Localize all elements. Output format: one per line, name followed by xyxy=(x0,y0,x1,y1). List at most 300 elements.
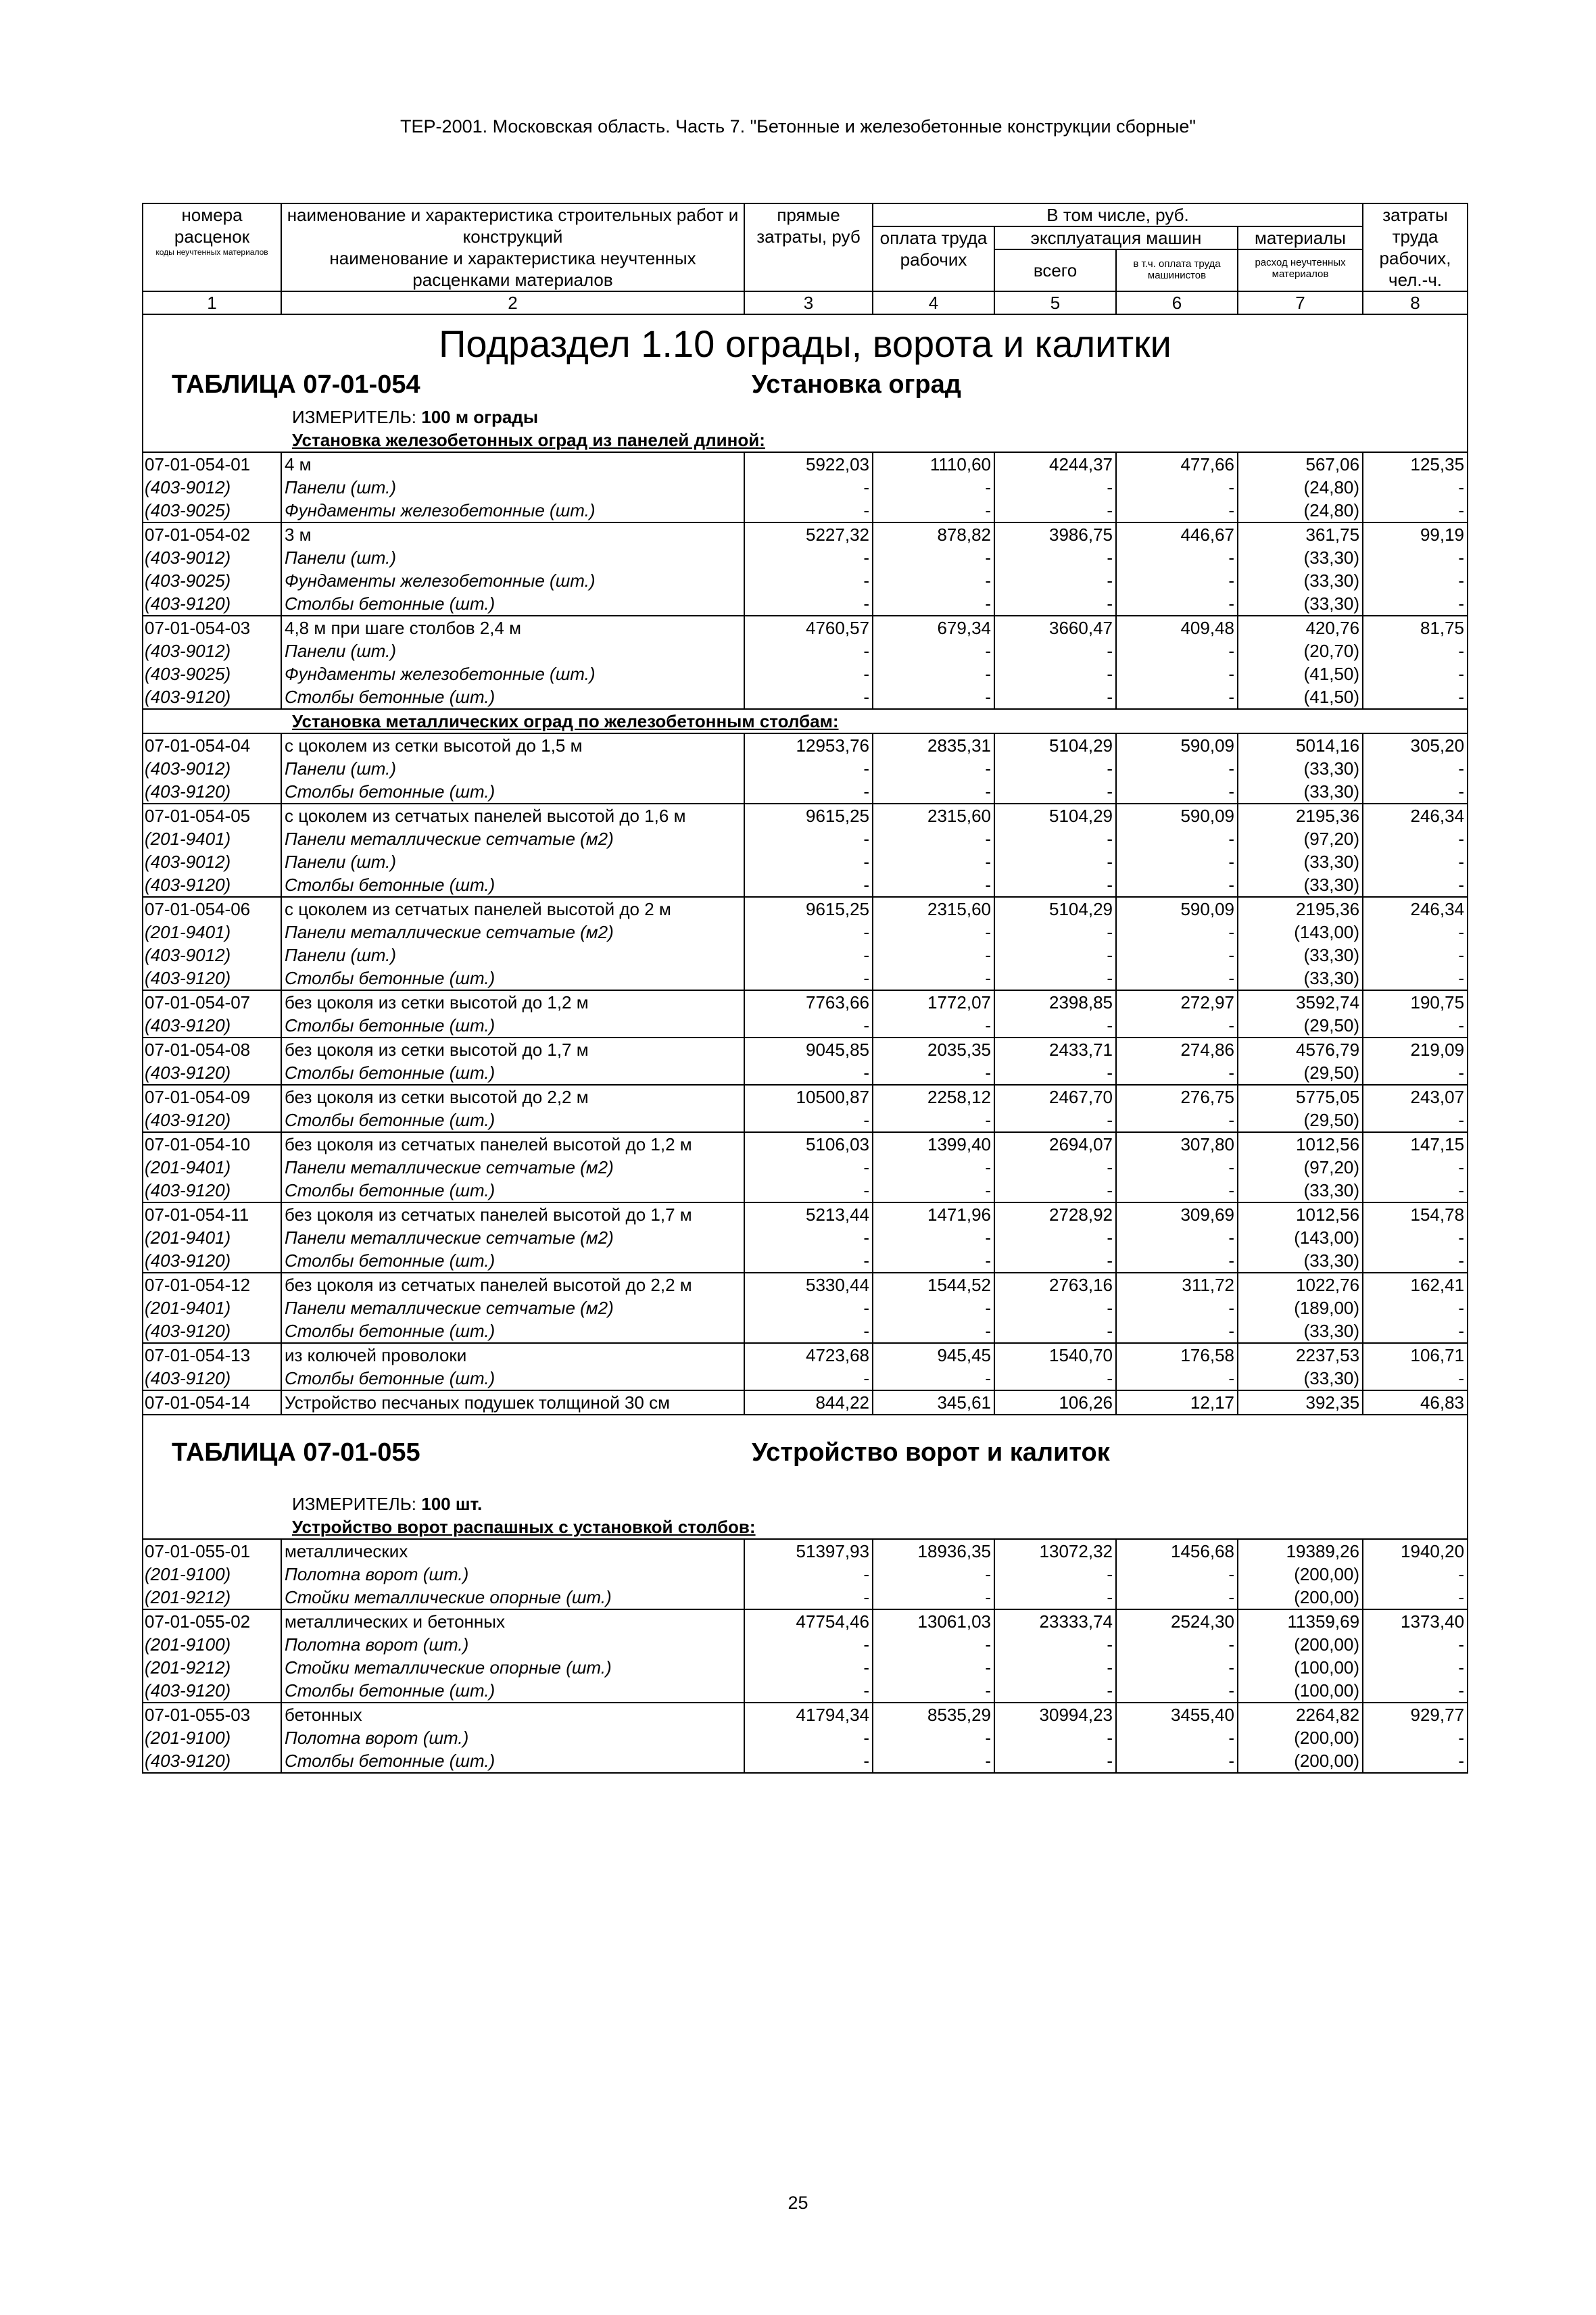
row-direct-cost: - xyxy=(744,921,873,944)
row-materials: (41,50) xyxy=(1238,662,1363,685)
row-name: Панели (шт.) xyxy=(281,546,744,569)
row-labor: - xyxy=(1363,546,1468,569)
row-wage: - xyxy=(873,1563,994,1586)
row-machines-wage: 272,97 xyxy=(1116,990,1238,1014)
row-labor: - xyxy=(1363,1367,1468,1390)
row-labor: - xyxy=(1363,757,1468,780)
row-machines-total: - xyxy=(994,685,1116,709)
row-machines-total: - xyxy=(994,1108,1116,1132)
row-wage: - xyxy=(873,476,994,499)
row-labor: - xyxy=(1363,850,1468,873)
row-wage: 18936,35 xyxy=(873,1539,994,1563)
table-row xyxy=(143,757,1468,780)
row-machines-wage: - xyxy=(1116,1679,1238,1703)
table-row xyxy=(143,1343,1468,1367)
row-machines-total: - xyxy=(994,569,1116,592)
row-machines-total: - xyxy=(994,873,1116,897)
row-materials: (29,50) xyxy=(1238,1061,1363,1085)
row-code: 07-01-054-09 xyxy=(143,1085,281,1108)
row-machines-wage: - xyxy=(1116,685,1238,709)
row-direct-cost: 5227,32 xyxy=(744,522,873,546)
row-wage: 679,34 xyxy=(873,616,994,639)
row-code: (403-9120) xyxy=(143,967,281,990)
row-wage: 2315,60 xyxy=(873,804,994,827)
row-direct-cost: 844,22 xyxy=(744,1390,873,1415)
table-row xyxy=(143,1132,1468,1156)
row-wage: - xyxy=(873,1156,994,1179)
row-direct-cost: 9615,25 xyxy=(744,804,873,827)
row-wage: - xyxy=(873,685,994,709)
table-row xyxy=(143,990,1468,1014)
row-code: (201-9212) xyxy=(143,1656,281,1679)
table-row xyxy=(143,1586,1468,1609)
row-name: Панели (шт.) xyxy=(281,850,744,873)
row-labor: 81,75 xyxy=(1363,616,1468,639)
row-code: 07-01-055-02 xyxy=(143,1609,281,1633)
row-materials: (41,50) xyxy=(1238,685,1363,709)
row-labor: - xyxy=(1363,1179,1468,1202)
row-materials: (33,30) xyxy=(1238,944,1363,967)
col-num-7: 7 xyxy=(1238,291,1363,314)
row-labor: - xyxy=(1363,1319,1468,1343)
row-wage: - xyxy=(873,592,994,616)
rates-table xyxy=(142,203,1468,1774)
table-row xyxy=(143,685,1468,709)
row-labor: 305,20 xyxy=(1363,733,1468,757)
row-materials: (97,20) xyxy=(1238,827,1363,850)
row-direct-cost: 51397,93 xyxy=(744,1539,873,1563)
row-direct-cost: 7763,66 xyxy=(744,990,873,1014)
row-name: Столбы бетонные (шт.) xyxy=(281,1061,744,1085)
row-direct-cost: - xyxy=(744,944,873,967)
table-row xyxy=(143,1390,1468,1415)
row-code: 07-01-054-01 xyxy=(143,452,281,476)
row-name: Фундаменты железобетонные (шт.) xyxy=(281,569,744,592)
table-row xyxy=(143,1609,1468,1633)
table-row xyxy=(143,921,1468,944)
row-name: без цоколя из сетчатых панелей высотой до 1,2 м xyxy=(281,1132,744,1156)
row-materials: (200,00) xyxy=(1238,1749,1363,1773)
row-code: (403-9025) xyxy=(143,569,281,592)
row-labor: - xyxy=(1363,639,1468,662)
row-code: (403-9012) xyxy=(143,757,281,780)
row-wage: - xyxy=(873,873,994,897)
row-machines-total: - xyxy=(994,639,1116,662)
page-header: ТЕР-2001. Московская область. Часть 7. "Бетонные и железобетонные конструкции сборные" xyxy=(400,116,1196,137)
row-code: 07-01-055-03 xyxy=(143,1703,281,1726)
row-machines-total: - xyxy=(994,592,1116,616)
row-machines-wage: 590,09 xyxy=(1116,804,1238,827)
row-machines-wage: - xyxy=(1116,1249,1238,1273)
row-machines-total: 2467,70 xyxy=(994,1085,1116,1108)
row-code: (403-9120) xyxy=(143,780,281,804)
row-machines-wage: - xyxy=(1116,592,1238,616)
table-row xyxy=(143,780,1468,804)
table1-title: Установка оград xyxy=(752,370,961,399)
row-machines-total: - xyxy=(994,757,1116,780)
table-row xyxy=(143,944,1468,967)
row-machines-wage: - xyxy=(1116,780,1238,804)
row-machines-total: 30994,23 xyxy=(994,1703,1116,1726)
row-machines-total: 23333,74 xyxy=(994,1609,1116,1633)
row-code: (403-9120) xyxy=(143,1249,281,1273)
row-machines-wage: - xyxy=(1116,873,1238,897)
row-labor: - xyxy=(1363,1108,1468,1132)
row-labor: 246,34 xyxy=(1363,897,1468,921)
row-wage: - xyxy=(873,827,994,850)
row-direct-cost: 5330,44 xyxy=(744,1273,873,1296)
row-labor: 99,19 xyxy=(1363,522,1468,546)
row-machines-wage: 176,58 xyxy=(1116,1343,1238,1367)
row-materials: 361,75 xyxy=(1238,522,1363,546)
row-name: без цоколя из сетки высотой до 1,7 м xyxy=(281,1038,744,1061)
row-wage: 945,45 xyxy=(873,1343,994,1367)
table-row xyxy=(143,1633,1468,1656)
row-direct-cost: - xyxy=(744,873,873,897)
row-machines-wage: - xyxy=(1116,1367,1238,1390)
table1-number: ТАБЛИЦА 07-01-054 xyxy=(172,370,420,399)
row-machines-wage: - xyxy=(1116,827,1238,850)
row-name: Фундаменты железобетонные (шт.) xyxy=(281,662,744,685)
row-direct-cost: - xyxy=(744,1749,873,1773)
table-row xyxy=(143,1703,1468,1726)
row-materials: 2264,82 xyxy=(1238,1703,1363,1726)
col-num-4: 4 xyxy=(873,291,994,314)
row-code: (403-9120) xyxy=(143,685,281,709)
row-machines-total: 5104,29 xyxy=(994,804,1116,827)
row-materials: (33,30) xyxy=(1238,592,1363,616)
row-wage: 13061,03 xyxy=(873,1609,994,1633)
row-materials: 420,76 xyxy=(1238,616,1363,639)
row-wage: - xyxy=(873,1296,994,1319)
row-wage: 1399,40 xyxy=(873,1132,994,1156)
table2-meter xyxy=(143,1492,1467,1515)
row-wage: - xyxy=(873,1014,994,1038)
row-wage: - xyxy=(873,1061,994,1085)
row-machines-total: - xyxy=(994,1014,1116,1038)
row-name: без цоколя из сетчатых панелей высотой до 2,2 м xyxy=(281,1273,744,1296)
row-wage: 1544,52 xyxy=(873,1273,994,1296)
table-row xyxy=(143,592,1468,616)
row-machines-wage: - xyxy=(1116,499,1238,522)
row-name: Панели (шт.) xyxy=(281,476,744,499)
row-name: Столбы бетонные (шт.) xyxy=(281,685,744,709)
row-machines-wage: - xyxy=(1116,1156,1238,1179)
row-labor: - xyxy=(1363,1586,1468,1609)
row-wage: 2035,35 xyxy=(873,1038,994,1061)
header-code xyxy=(143,203,281,291)
row-wage: - xyxy=(873,1726,994,1749)
header-mat xyxy=(1238,226,1363,291)
row-direct-cost: - xyxy=(744,1061,873,1085)
header-numbers xyxy=(143,291,1468,314)
row-wage: - xyxy=(873,662,994,685)
row-direct-cost: - xyxy=(744,1296,873,1319)
row-name: Столбы бетонные (шт.) xyxy=(281,592,744,616)
row-direct-cost: 5922,03 xyxy=(744,452,873,476)
row-wage: - xyxy=(873,639,994,662)
row-wage: - xyxy=(873,569,994,592)
row-materials: 5775,05 xyxy=(1238,1085,1363,1108)
table-row xyxy=(143,850,1468,873)
table-row xyxy=(143,1202,1468,1226)
row-machines-wage: - xyxy=(1116,569,1238,592)
row-machines-total: - xyxy=(994,499,1116,522)
row-materials: (20,70) xyxy=(1238,639,1363,662)
row-labor: - xyxy=(1363,827,1468,850)
row-machines-total: - xyxy=(994,1367,1116,1390)
row-wage: - xyxy=(873,967,994,990)
row-labor: - xyxy=(1363,662,1468,685)
row-machines-total: 5104,29 xyxy=(994,897,1116,921)
row-name: Столбы бетонные (шт.) xyxy=(281,1179,744,1202)
table1-group1: Установка железобетонных оград из панелей длиной: xyxy=(292,430,765,450)
table-row xyxy=(143,522,1468,546)
row-machines-wage: - xyxy=(1116,1226,1238,1249)
row-machines-wage: - xyxy=(1116,546,1238,569)
table-row xyxy=(143,897,1468,921)
row-machines-total: 4244,37 xyxy=(994,452,1116,476)
row-name: Панели металлические сетчатые (м2) xyxy=(281,1296,744,1319)
row-materials: (189,00) xyxy=(1238,1296,1363,1319)
row-code: (403-9120) xyxy=(143,592,281,616)
row-code: (403-9012) xyxy=(143,546,281,569)
row-labor: - xyxy=(1363,1679,1468,1703)
row-machines-wage: 409,48 xyxy=(1116,616,1238,639)
row-direct-cost: - xyxy=(744,1249,873,1273)
row-wage: - xyxy=(873,1179,994,1202)
table-row xyxy=(143,569,1468,592)
row-code: (403-9012) xyxy=(143,850,281,873)
row-machines-wage: - xyxy=(1116,967,1238,990)
col-num-8: 8 xyxy=(1363,291,1468,314)
row-name: Устройство песчаных подушек толщиной 30 см xyxy=(281,1390,744,1415)
table-row xyxy=(143,733,1468,757)
subsection-row xyxy=(143,314,1468,452)
row-code: (403-9012) xyxy=(143,476,281,499)
row-name: Столбы бетонные (шт.) xyxy=(281,1014,744,1038)
table-row xyxy=(143,1156,1468,1179)
page-number: 25 xyxy=(788,2193,808,2213)
row-direct-cost: - xyxy=(744,1726,873,1749)
row-labor: - xyxy=(1363,476,1468,499)
table-row xyxy=(143,1108,1468,1132)
row-materials: (29,50) xyxy=(1238,1014,1363,1038)
row-materials: (24,80) xyxy=(1238,476,1363,499)
row-wage: - xyxy=(873,757,994,780)
row-name: Стойки металлические опорные (шт.) xyxy=(281,1656,744,1679)
row-name: Столбы бетонные (шт.) xyxy=(281,1249,744,1273)
row-name: Фундаменты железобетонные (шт.) xyxy=(281,499,744,522)
row-code: (201-9401) xyxy=(143,921,281,944)
table-row xyxy=(143,499,1468,522)
row-materials: (33,30) xyxy=(1238,850,1363,873)
row-machines-total: - xyxy=(994,944,1116,967)
row-labor: - xyxy=(1363,1749,1468,1773)
row-direct-cost: - xyxy=(744,1563,873,1586)
table-row xyxy=(143,476,1468,499)
row-machines-wage: - xyxy=(1116,1108,1238,1132)
row-name: Панели (шт.) xyxy=(281,639,744,662)
row-materials: (33,30) xyxy=(1238,1367,1363,1390)
row-machines-total: - xyxy=(994,1061,1116,1085)
table-row xyxy=(143,1014,1468,1038)
row-name: металлических и бетонных xyxy=(281,1609,744,1633)
row-machines-total: - xyxy=(994,1586,1116,1609)
row-wage: - xyxy=(873,1586,994,1609)
row-materials: 11359,69 xyxy=(1238,1609,1363,1633)
row-materials: (200,00) xyxy=(1238,1563,1363,1586)
row-machines-wage: - xyxy=(1116,921,1238,944)
row-labor: - xyxy=(1363,499,1468,522)
row-name: Панели металлические сетчатые (м2) xyxy=(281,921,744,944)
row-name: Столбы бетонные (шт.) xyxy=(281,1319,744,1343)
row-machines-total: - xyxy=(994,1156,1116,1179)
row-materials: 392,35 xyxy=(1238,1390,1363,1415)
table-row xyxy=(143,1563,1468,1586)
row-direct-cost: - xyxy=(744,1633,873,1656)
row-machines-total: - xyxy=(994,1633,1116,1656)
table1-group2: Установка металлических оград по железобетонным столбам: xyxy=(292,711,839,731)
row-machines-total: 2728,92 xyxy=(994,1202,1116,1226)
row-wage: - xyxy=(873,499,994,522)
row-labor: 106,71 xyxy=(1363,1343,1468,1367)
row-wage: 2315,60 xyxy=(873,897,994,921)
row-materials: 1012,56 xyxy=(1238,1202,1363,1226)
row-direct-cost: 10500,87 xyxy=(744,1085,873,1108)
table-row xyxy=(143,873,1468,897)
row-machines-wage: 1456,68 xyxy=(1116,1539,1238,1563)
row-labor: - xyxy=(1363,1226,1468,1249)
row-name: Стойки металлические опорные (шт.) xyxy=(281,1586,744,1609)
row-materials: (100,00) xyxy=(1238,1679,1363,1703)
row-machines-total: 3986,75 xyxy=(994,522,1116,546)
row-machines-total: - xyxy=(994,1563,1116,1586)
row-direct-cost: 5106,03 xyxy=(744,1132,873,1156)
row-wage: - xyxy=(873,944,994,967)
row-machines-total: 5104,29 xyxy=(994,733,1116,757)
row-materials: (200,00) xyxy=(1238,1726,1363,1749)
row-direct-cost: - xyxy=(744,1367,873,1390)
row-direct-cost: - xyxy=(744,685,873,709)
meter-value: 100 шт. xyxy=(421,1494,483,1514)
header-direct: прямые затраты, руб xyxy=(744,203,873,291)
row-code: 07-01-055-01 xyxy=(143,1539,281,1563)
row-direct-cost: 41794,34 xyxy=(744,1703,873,1726)
row-machines-wage: 12,17 xyxy=(1116,1390,1238,1415)
row-materials: 19389,26 xyxy=(1238,1539,1363,1563)
row-labor: 147,15 xyxy=(1363,1132,1468,1156)
row-machines-wage: - xyxy=(1116,944,1238,967)
row-materials: (33,30) xyxy=(1238,1249,1363,1273)
row-wage: 1772,07 xyxy=(873,990,994,1014)
row-code: (201-9100) xyxy=(143,1726,281,1749)
row-direct-cost: - xyxy=(744,639,873,662)
row-materials: 3592,74 xyxy=(1238,990,1363,1014)
row-labor: - xyxy=(1363,921,1468,944)
row-machines-total: - xyxy=(994,662,1116,685)
row-labor: 219,09 xyxy=(1363,1038,1468,1061)
row-labor: - xyxy=(1363,685,1468,709)
row-machines-total: - xyxy=(994,1679,1116,1703)
row-wage: - xyxy=(873,1249,994,1273)
row-direct-cost: - xyxy=(744,1679,873,1703)
row-labor: - xyxy=(1363,1656,1468,1679)
row-machines-total: - xyxy=(994,1726,1116,1749)
row-direct-cost: - xyxy=(744,1319,873,1343)
row-machines-total: 13072,32 xyxy=(994,1539,1116,1563)
row-machines-wage: - xyxy=(1116,757,1238,780)
row-materials: (33,30) xyxy=(1238,1179,1363,1202)
row-name: 3 м xyxy=(281,522,744,546)
row-labor: 243,07 xyxy=(1363,1085,1468,1108)
row-code: (201-9212) xyxy=(143,1586,281,1609)
row-labor: 1940,20 xyxy=(1363,1539,1468,1563)
row-materials: (33,30) xyxy=(1238,873,1363,897)
row-labor: 929,77 xyxy=(1363,1703,1468,1726)
row-materials: 567,06 xyxy=(1238,452,1363,476)
row-labor: 46,83 xyxy=(1363,1390,1468,1415)
table-header xyxy=(143,203,1468,314)
row-machines-total: - xyxy=(994,1749,1116,1773)
header-mach-wage: в т.ч. оплата труда машинистов xyxy=(1133,258,1221,281)
row-direct-cost: - xyxy=(744,1586,873,1609)
row-labor: 1373,40 xyxy=(1363,1609,1468,1633)
table-row xyxy=(143,1539,1468,1563)
header-mach-label: эксплуатация машин xyxy=(995,227,1237,250)
row-materials: (29,50) xyxy=(1238,1108,1363,1132)
meter-label: ИЗМЕРИТЕЛЬ: xyxy=(292,1494,416,1514)
row-direct-cost: 5213,44 xyxy=(744,1202,873,1226)
row-machines-wage: - xyxy=(1116,1296,1238,1319)
row-labor: - xyxy=(1363,1156,1468,1179)
row-code: (403-9120) xyxy=(143,873,281,897)
row-code: 07-01-054-04 xyxy=(143,733,281,757)
row-name: Столбы бетонные (шт.) xyxy=(281,967,744,990)
table-row xyxy=(143,1679,1468,1703)
row-materials: 1012,56 xyxy=(1238,1132,1363,1156)
row-wage: - xyxy=(873,780,994,804)
row-wage: - xyxy=(873,1656,994,1679)
row-machines-wage: - xyxy=(1116,1586,1238,1609)
row-code: (201-9401) xyxy=(143,1226,281,1249)
row-wage: - xyxy=(873,1679,994,1703)
row-name: Столбы бетонные (шт.) xyxy=(281,1749,744,1773)
row-labor: - xyxy=(1363,873,1468,897)
table-row xyxy=(143,1726,1468,1749)
row-machines-total: - xyxy=(994,1179,1116,1202)
row-machines-wage: 276,75 xyxy=(1116,1085,1238,1108)
table-row xyxy=(143,1296,1468,1319)
row-name: металлических xyxy=(281,1539,744,1563)
row-name: Панели металлические сетчатые (м2) xyxy=(281,1156,744,1179)
table-row xyxy=(143,639,1468,662)
table-row xyxy=(143,546,1468,569)
row-labor: - xyxy=(1363,967,1468,990)
row-name: без цоколя из сетки высотой до 1,2 м xyxy=(281,990,744,1014)
table-row xyxy=(143,827,1468,850)
row-machines-wage: - xyxy=(1116,1633,1238,1656)
row-machines-total: - xyxy=(994,546,1116,569)
row-code: (403-9120) xyxy=(143,1319,281,1343)
row-code: (403-9120) xyxy=(143,1679,281,1703)
row-name: из колючей проволоки xyxy=(281,1343,744,1367)
row-machines-total: 2433,71 xyxy=(994,1038,1116,1061)
row-machines-wage: - xyxy=(1116,850,1238,873)
row-code: 07-01-054-11 xyxy=(143,1202,281,1226)
row-labor: - xyxy=(1363,1249,1468,1273)
row-materials: (200,00) xyxy=(1238,1586,1363,1609)
